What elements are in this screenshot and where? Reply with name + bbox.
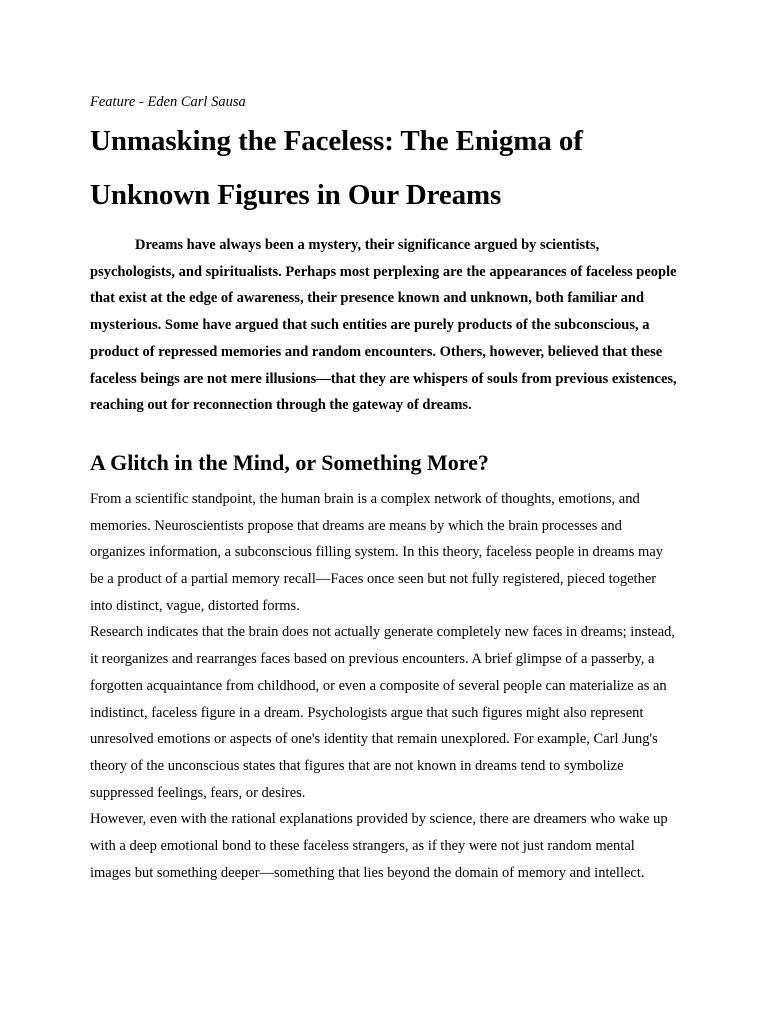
section-heading: A Glitch in the Mind, or Something More?: [90, 449, 489, 475]
body-paragraph: Research indicates that the brain does not actually generate completely new faces in dreams; instead, it reorganizes and rearranges faces based on previous encounters. A brief glimpse of a passerby, a forgotten acquaintance from childhood, or even a composite of several people can materialize as an indistinct, faceless figure in a dream. Psychologists argue that such figures might also represent unresolved emotions or aspects of one's identity that remain unexplored. For example, Carl Jung's theory of the unconscious states that figures that are not known in dreams tend to symbolize suppressed feelings, fears, or desires.: [90, 624, 676, 801]
body-paragraph: However, even with the rational explanations provided by science, there are dreamers who wake up with a deep emotional bond to these faceless strangers, as if they were not just random mental images but something deeper—something that lies beyond the domain of memory and intellect.: [90, 811, 668, 881]
article-title: Unmasking the Faceless: The Enigma of Unknown Figures in Our Dreams: [90, 125, 583, 211]
article-lede: Dreams have always been a mystery, their significance argued by scientists, psychologists, and spiritualists. Perhaps most perplexing are the appearances of faceless people that exist at the edge of awareness, their presence known and unknown, both familiar and mysterious. Some have argued that such entities are purely products of the subconscious, a product of repressed memories and random encounters. Others, however, believed that these faceless beings are not mere illusions—that they are whispers of souls from previous existences, reaching out for reconnection through the gateway of dreams.: [90, 237, 677, 414]
body-paragraph: From a scientific standpoint, the human brain is a complex network of thoughts, emotions, and memories. Neuroscientists propose that dreams are means by which the brain processes and organizes information, a subconscious filling system. In this theory, faceless people in dreams may be a product of a partial memory recall—Faces once seen but not fully registered, pieced together into distinct, vague, distorted forms.: [90, 490, 664, 614]
section-body: [90, 486, 678, 887]
article-byline: Feature - Eden Carl Sausa: [90, 94, 246, 110]
